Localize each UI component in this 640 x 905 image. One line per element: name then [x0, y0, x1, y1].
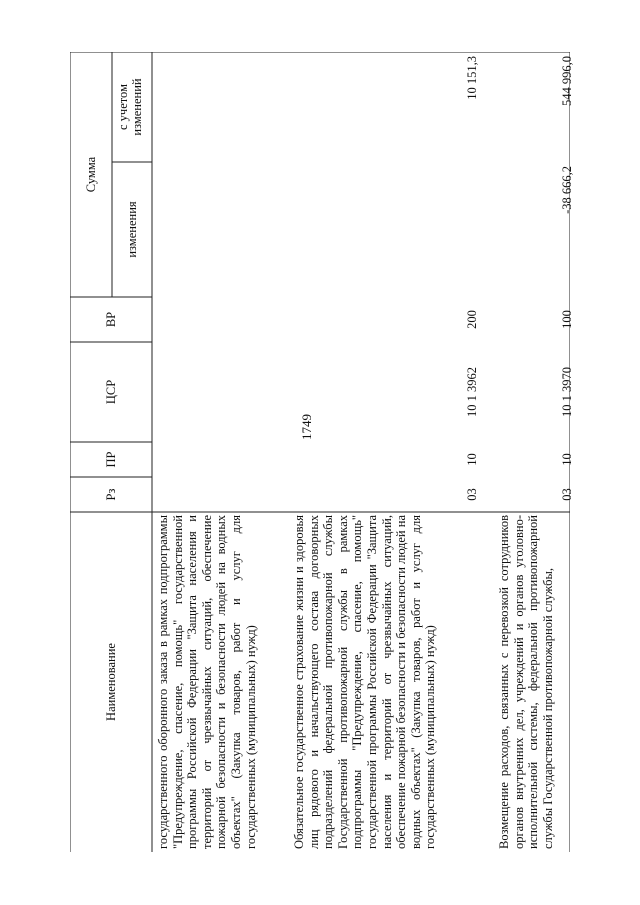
row-2-csr: 10 1 3962 — [465, 367, 479, 417]
row-2-name: Обязательное государственное страхование жизни и здоровья лиц рядового и начальствующего состава договорных подразделений федеральной противопожарной службы Государственной противопожарной службы в рамках подпрограммы "Предупреждение, спасение, помощь" государственной программы Российской Федерации "Защита населения и территорий от чрезвычайных ситуаций, обеспечение пожарной безопасности и безопасности людей на водных объектах" (Закупка товаров, работ и услуг для государственных (муниципальных) нужд) — [292, 515, 438, 849]
row-2-rz: 03 — [465, 488, 479, 501]
row-1-name: государственного оборонного заказа в рамках подпрограммы "Предупреждение, спасение, помощь" государственной программы Российской Федерации "Защита населения и территорий от чрезвычайных ситуаций, обеспечение пожарной безопасности и безопасности людей на водных объектах" (Закупка товаров, работ и услуг для государственных (муниципальных) нужд) — [156, 515, 258, 849]
budget-table — [70, 52, 574, 852]
header-name: Наименование — [104, 643, 118, 721]
header-sum: Сумма — [84, 156, 98, 193]
row-2-with-changes: 10 151,3 — [465, 56, 479, 100]
header-rz: Рз — [104, 488, 118, 501]
row-3-name: Возмещение расходов, связанных с перевозкой сотрудников органов внутренних дел, учреждений и органов уголовно-исполнительной системы, федеральной противопожарной службы Государственной противопожарной службы, — [497, 515, 555, 849]
row-3-pr: 10 — [560, 453, 574, 466]
row-3-with-changes: 544 996,0 — [560, 56, 574, 106]
header-with-changes: с учетом изменений — [116, 78, 144, 136]
row-3-vr: 100 — [560, 310, 574, 329]
page-number: 1749 — [299, 414, 314, 440]
header-csr: ЦСР — [104, 379, 118, 405]
header-pr: ПР — [104, 451, 118, 468]
header-change: изменения — [125, 201, 139, 258]
row-2-vr: 200 — [465, 310, 479, 329]
row-3-csr: 10 1 3970 — [560, 367, 574, 417]
row-2-pr: 10 — [465, 453, 479, 466]
row-3-change: -38 666,2 — [560, 166, 574, 214]
row-3-rz: 03 — [560, 488, 574, 501]
header-vr: ВР — [104, 311, 118, 328]
